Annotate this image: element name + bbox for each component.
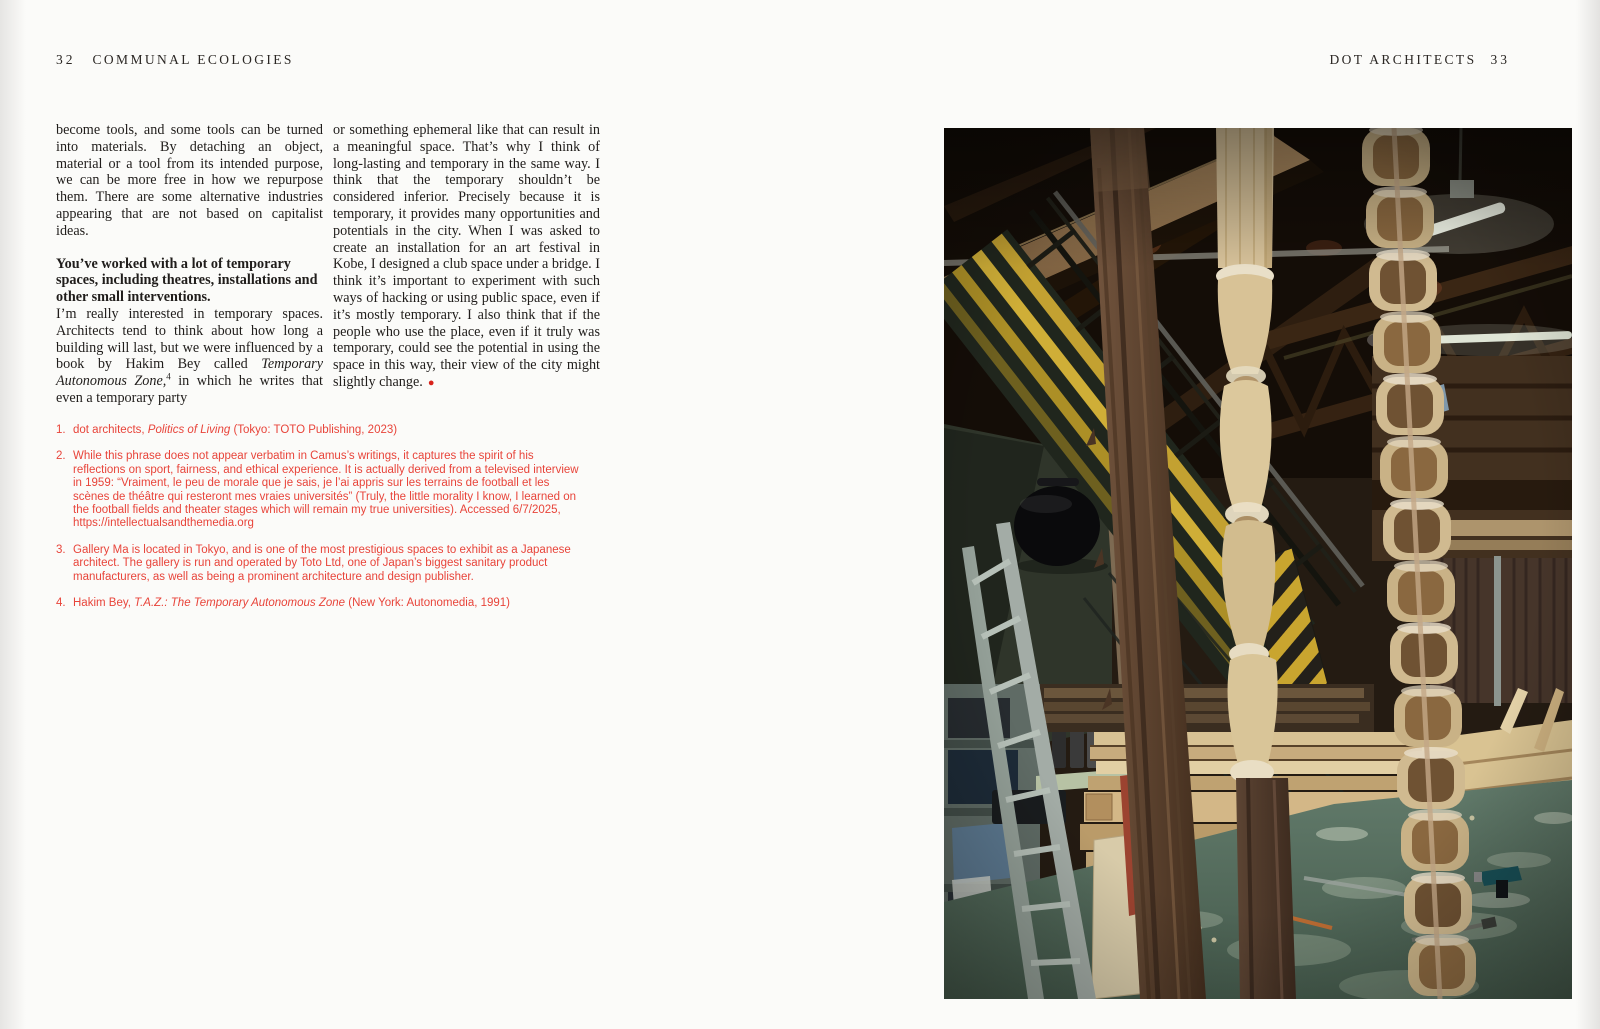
- running-head-right-title: DOT ARCHITECTS: [1329, 52, 1477, 67]
- footnote-1: 1. dot architects, Politics of Living (Tokyo: TOTO Publishing, 2023): [56, 424, 398, 436]
- interview-question: You’ve worked with a lot of temporary spaces, including theatres, installations and other small interventions.: [56, 255, 318, 306]
- running-head-left: [56, 52, 294, 68]
- page-edge-right: [1576, 0, 1600, 1029]
- text-column-1: [56, 122, 323, 407]
- book-title-italic: Temporary Autonomous Zone,: [56, 356, 323, 390]
- end-of-article-dot: ●: [427, 376, 435, 389]
- footnote-reference-4: 4: [166, 371, 171, 382]
- running-head-left-title: COMMUNAL ECOLOGIES: [92, 52, 294, 67]
- running-head-right: [1330, 52, 1511, 68]
- footnote-4: 4. Hakim Bey, T.A.Z.: The Temporary Autonomous Zone (New York: Autonomedia, 1991): [56, 597, 511, 610]
- paragraph-temporary: or something ephemeral like that can result in a meaningful space. That’s why I think of long-lasting and temporary in the same way. I think that the temporary shouldn’t be considered inferior. Precisely because it is temporary, it provides many opportunities and potentials in the city. When I was asked to create an installation for an art festival in Kobe, I designed a club space under a bridge. I think it’s important to experiment with such ways of hacking or using public space, even if it’s mostly temporary. I also think that if the people who use the place, even if it truly was temporary, could see the potential in using the space in this way, their view of the city might slightly change. ●: [333, 122, 600, 390]
- footnote-3: 3. Gallery Ma is located in Tokyo, and is one of the most prestigious spaces to exhibit as a Japanese architect. The gallery is run and operated by Toto Ltd, one of Japan’s biggest sanitary product manufacturers, as well as being a prominent architecture and design publisher.: [56, 543, 571, 583]
- paragraph-materials: become tools, and some tools can be turned into materials. By detaching an object, material or a tool from its intended purpose, we can be more free in how we repurpose them. There are some alternative industries appearing that are not based on capitalist ideas.: [56, 122, 323, 239]
- footnote-2: 2. While this phrase does not appear verbatim in Camus’s writings, it captures the spirit of his reflections on sport, fairness, and ethical experience. It is actually derived from a televised interview in 1959: “Vraiment, le peu de morale que je sais, je l’ai appris sur les terrains de football et les scènes de théâtre qui resteront mes vraies universités” (Truly, the little morality I know, I learned on the football fields and theater stages which will remain my true universities). Accessed 6/7/2025, https://intellectualsandthemedia.org: [56, 450, 579, 530]
- paragraph-answer: I’m really interested in temporary spaces. Architects tend to think about how long a building will last, but we were influenced by a book by Hakim Bey called Temporary Autonomous Zone,$^4$ in which he writes that even a temporary party: [56, 305, 324, 406]
- folio-right: 33: [1490, 52, 1510, 67]
- footnotes-list: [56, 424, 583, 623]
- workshop-photo: [944, 128, 1572, 999]
- workshop-photo-illustration: [944, 128, 1572, 999]
- text-column-2: [333, 122, 600, 392]
- folio-left: 32: [56, 52, 76, 67]
- page-edge-left: [0, 0, 26, 1029]
